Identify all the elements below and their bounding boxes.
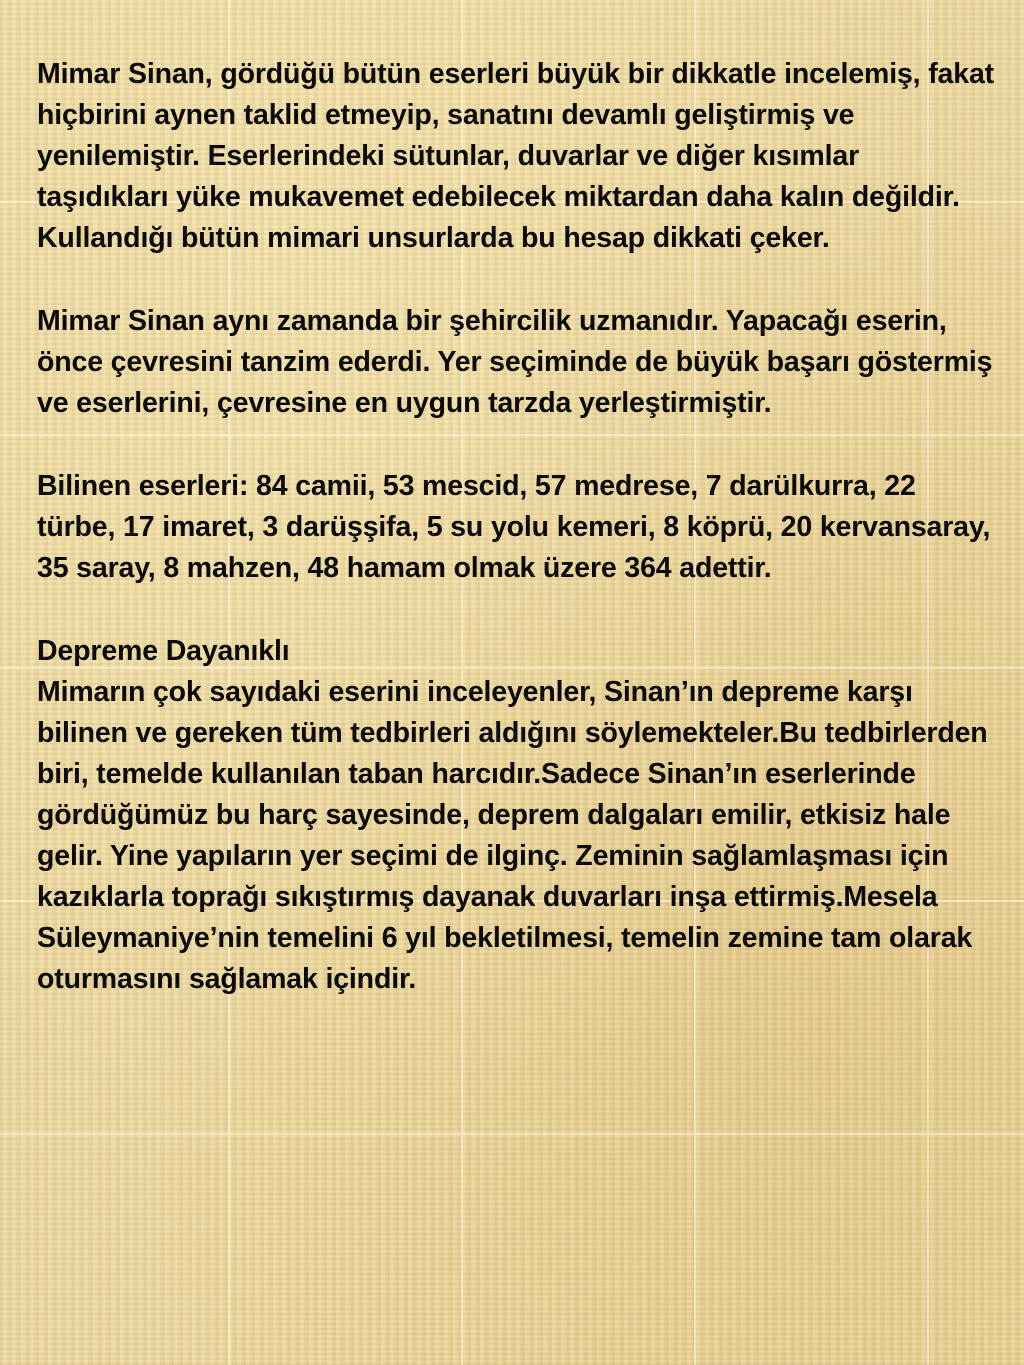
paragraph-earthquake-resistance: Mimarın çok sayıdaki eserini inceleyenler, Sinan’ın depreme karşı bilinen ve gereken tüm tedbirleri aldığını söylemekteler.Bu tedbirlerden biri, temelde kullanılan taban harcıdır.Sadece Sinan’ın eserlerinde gördüğümüz bu harç sayesinde, deprem dalgaları emilir, etkisiz hale gelir. Yine yapıların yer seçimi de ilginç. Zeminin sağlamlaşması için kazıklarla toprağı sıkıştırmış dayanak duvarları inşa ettirmiş.Mesela Süleymaniye’nin temelini 6 yıl bekletilmesi, temelin zemine tam olarak oturmasını sağlamak içindir. — [37, 676, 988, 995]
text-body — [37, 54, 997, 1000]
section-heading-earthquake: Depreme Dayanıklı — [37, 635, 290, 667]
paragraph-known-works: Bilinen eserleri: 84 camii, 53 mescid, 57 medrese, 7 darülkurra, 22 türbe, 17 imaret, 3 darüşşifa, 5 su yolu kemeri, 8 köprü, 20 kervansaray, 35 saray, 8 mahzen, 48 hamam olmak üzere 364 adettir. — [37, 470, 991, 584]
paragraph-sinan-craft: Mimar Sinan, gördüğü bütün eserleri büyük bir dikkatle incelemiş, fakat hiçbirini aynen taklid etmeyip, sanatını devamlı geliştirmiş ve yenilemiştir. Eserlerindeki sütunlar, duvarlar ve diğer kısımlar taşıdıkları yüke mukavemet edebilecek miktardan daha kalın değildir. Kullandığı bütün mimari unsurlarda bu hesap dikkati çeker. — [37, 58, 995, 254]
paragraph-urban-planning: Mimar Sinan aynı zamanda bir şehircilik uzmanıdır. Yapacağı eserin, önce çevresini tanzim ederdi. Yer seçiminde de büyük başarı göstermiş ve eserlerini, çevresine en uygun tarzda yerleştirmiştir. — [37, 305, 993, 419]
